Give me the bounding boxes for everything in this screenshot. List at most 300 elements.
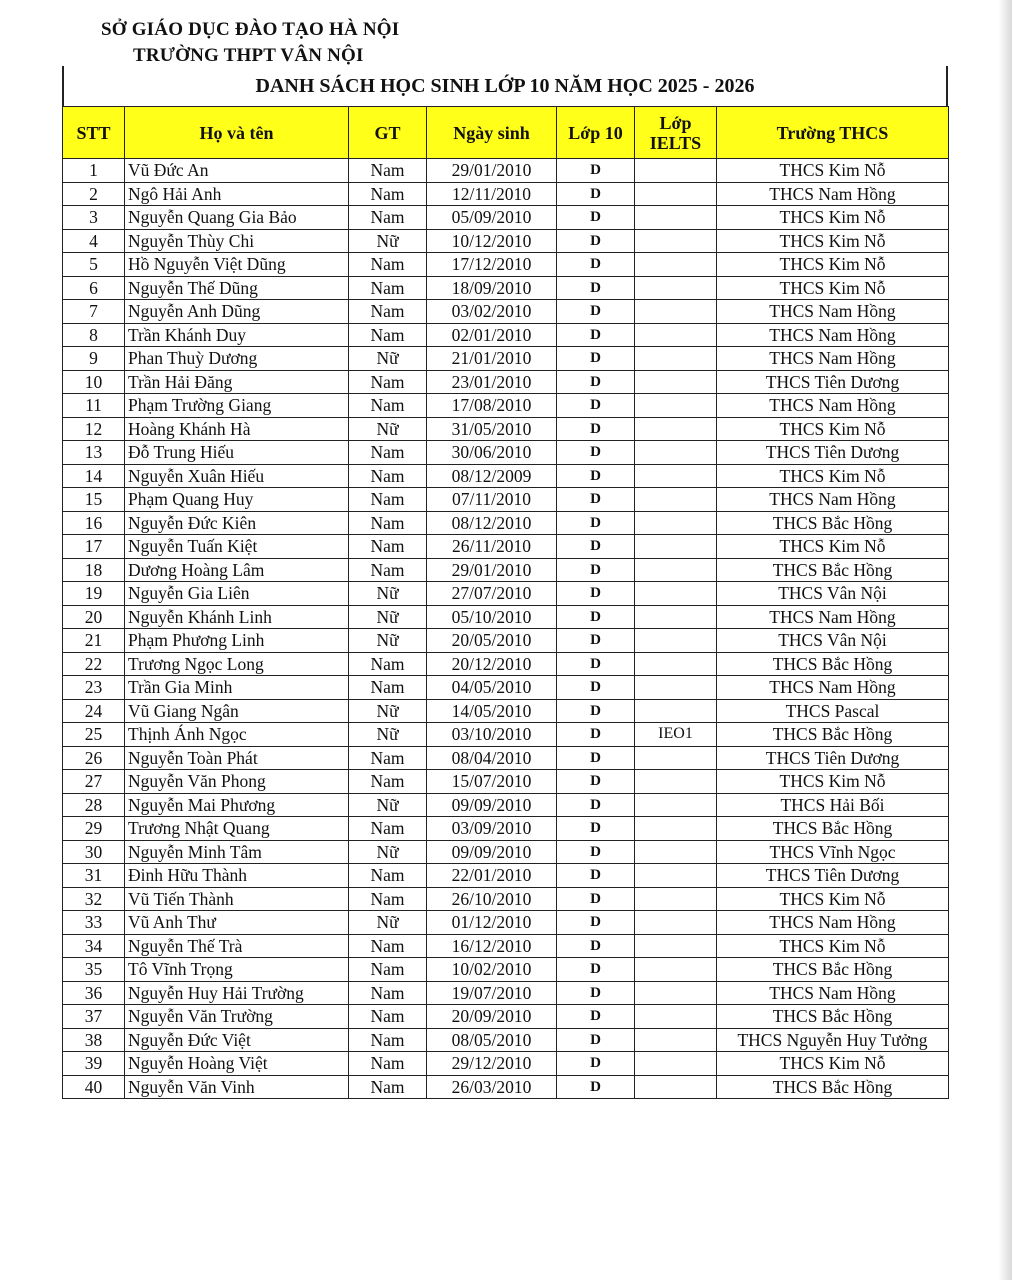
cell-class: D — [557, 417, 635, 441]
page-edge-shadow — [998, 0, 1012, 1280]
cell-stt: 23 — [63, 676, 125, 700]
cell-ielts — [635, 629, 717, 653]
cell-stt: 8 — [63, 323, 125, 347]
ielts-header-line1: Lớp — [659, 112, 692, 133]
cell-ielts — [635, 253, 717, 277]
table-row — [63, 1028, 949, 1052]
cell-name: Nguyễn Quang Gia Bảo — [125, 206, 349, 230]
table-row — [63, 911, 949, 935]
cell-gender: Nữ — [349, 911, 427, 935]
cell-school: THCS Kim Nỗ — [717, 770, 949, 794]
cell-school: THCS Vĩnh Ngọc — [717, 840, 949, 864]
cell-ielts — [635, 182, 717, 206]
cell-name: Đinh Hữu Thành — [125, 864, 349, 888]
cell-ielts — [635, 300, 717, 324]
cell-stt: 25 — [63, 723, 125, 747]
cell-school: THCS Tiên Dương — [717, 746, 949, 770]
cell-class: D — [557, 253, 635, 277]
cell-class: D — [557, 582, 635, 606]
cell-dob: 08/04/2010 — [427, 746, 557, 770]
cell-gender: Nữ — [349, 229, 427, 253]
cell-stt: 27 — [63, 770, 125, 794]
column-header-name: Họ và tên — [125, 107, 349, 159]
cell-stt: 17 — [63, 535, 125, 559]
cell-name: Nguyễn Hoàng Việt — [125, 1052, 349, 1076]
column-header-ielts — [635, 107, 717, 159]
cell-ielts — [635, 676, 717, 700]
cell-dob: 18/09/2010 — [427, 276, 557, 300]
cell-name: Hồ Nguyễn Việt Dũng — [125, 253, 349, 277]
cell-class: D — [557, 958, 635, 982]
cell-class: D — [557, 699, 635, 723]
cell-school: THCS Pascal — [717, 699, 949, 723]
cell-name: Nguyễn Toàn Phát — [125, 746, 349, 770]
column-header-class: Lớp 10 — [557, 107, 635, 159]
student-table — [62, 106, 949, 1099]
table-row — [63, 347, 949, 371]
cell-ielts — [635, 206, 717, 230]
cell-ielts — [635, 488, 717, 512]
cell-ielts — [635, 864, 717, 888]
cell-dob: 19/07/2010 — [427, 981, 557, 1005]
cell-ielts — [635, 1052, 717, 1076]
cell-gender: Nam — [349, 159, 427, 183]
cell-stt: 19 — [63, 582, 125, 606]
cell-dob: 04/05/2010 — [427, 676, 557, 700]
cell-name: Nguyễn Thùy Chi — [125, 229, 349, 253]
cell-gender: Nam — [349, 394, 427, 418]
cell-ielts — [635, 323, 717, 347]
cell-gender: Nam — [349, 182, 427, 206]
cell-ielts — [635, 887, 717, 911]
cell-school: THCS Nam Hồng — [717, 347, 949, 371]
table-row — [63, 159, 949, 183]
cell-class: D — [557, 723, 635, 747]
cell-ielts — [635, 417, 717, 441]
cell-gender: Nam — [349, 488, 427, 512]
cell-dob: 31/05/2010 — [427, 417, 557, 441]
cell-stt: 5 — [63, 253, 125, 277]
cell-stt: 12 — [63, 417, 125, 441]
cell-gender: Nữ — [349, 347, 427, 371]
cell-ielts — [635, 817, 717, 841]
cell-school: THCS Kim Nỗ — [717, 229, 949, 253]
table-row — [63, 300, 949, 324]
cell-name: Trương Ngọc Long — [125, 652, 349, 676]
cell-name: Phạm Quang Huy — [125, 488, 349, 512]
table-row — [63, 323, 949, 347]
cell-dob: 14/05/2010 — [427, 699, 557, 723]
cell-gender: Nam — [349, 864, 427, 888]
cell-name: Phạm Phương Linh — [125, 629, 349, 653]
cell-stt: 36 — [63, 981, 125, 1005]
cell-dob: 20/12/2010 — [427, 652, 557, 676]
table-row — [63, 840, 949, 864]
cell-school: THCS Hải Bối — [717, 793, 949, 817]
cell-stt: 28 — [63, 793, 125, 817]
header-row — [63, 107, 949, 159]
table-row — [63, 417, 949, 441]
cell-ielts — [635, 347, 717, 371]
table-row — [63, 558, 949, 582]
table-row — [63, 958, 949, 982]
table-row — [63, 441, 949, 465]
cell-name: Nguyễn Văn Phong — [125, 770, 349, 794]
cell-stt: 13 — [63, 441, 125, 465]
cell-ielts — [635, 558, 717, 582]
cell-school: THCS Nam Hồng — [717, 488, 949, 512]
cell-dob: 09/09/2010 — [427, 793, 557, 817]
cell-dob: 08/12/2010 — [427, 511, 557, 535]
cell-school: THCS Nam Hồng — [717, 911, 949, 935]
cell-stt: 6 — [63, 276, 125, 300]
cell-school: THCS Vân Nội — [717, 582, 949, 606]
cell-school: THCS Nam Hồng — [717, 605, 949, 629]
table-row — [63, 864, 949, 888]
cell-gender: Nam — [349, 253, 427, 277]
cell-school: THCS Kim Nỗ — [717, 1052, 949, 1076]
cell-stt: 14 — [63, 464, 125, 488]
cell-ielts — [635, 370, 717, 394]
cell-name: Nguyễn Đức Kiên — [125, 511, 349, 535]
cell-school: THCS Nam Hồng — [717, 394, 949, 418]
cell-ielts — [635, 840, 717, 864]
cell-ielts — [635, 911, 717, 935]
cell-stt: 39 — [63, 1052, 125, 1076]
cell-class: D — [557, 1028, 635, 1052]
cell-name: Vũ Tiến Thành — [125, 887, 349, 911]
table-row — [63, 817, 949, 841]
cell-dob: 20/05/2010 — [427, 629, 557, 653]
cell-class: D — [557, 511, 635, 535]
cell-name: Nguyễn Huy Hải Trường — [125, 981, 349, 1005]
table-row — [63, 488, 949, 512]
cell-name: Trần Khánh Duy — [125, 323, 349, 347]
table-row — [63, 535, 949, 559]
cell-name: Vũ Đức An — [125, 159, 349, 183]
cell-stt: 21 — [63, 629, 125, 653]
cell-name: Nguyễn Mai Phương — [125, 793, 349, 817]
cell-school: THCS Kim Nỗ — [717, 276, 949, 300]
cell-class: D — [557, 1052, 635, 1076]
cell-gender: Nam — [349, 887, 427, 911]
table-row — [63, 887, 949, 911]
table-row — [63, 182, 949, 206]
table-row — [63, 699, 949, 723]
cell-stt: 32 — [63, 887, 125, 911]
cell-name: Nguyễn Văn Trường — [125, 1005, 349, 1029]
cell-dob: 23/01/2010 — [427, 370, 557, 394]
cell-stt: 9 — [63, 347, 125, 371]
cell-gender: Nữ — [349, 723, 427, 747]
cell-class: D — [557, 793, 635, 817]
column-header-stt: STT — [63, 107, 125, 159]
cell-gender: Nam — [349, 746, 427, 770]
table-row — [63, 746, 949, 770]
cell-ielts — [635, 652, 717, 676]
cell-dob: 10/02/2010 — [427, 958, 557, 982]
table-row — [63, 934, 949, 958]
cell-name: Dương Hoàng Lâm — [125, 558, 349, 582]
cell-gender: Nam — [349, 558, 427, 582]
table-row — [63, 1075, 949, 1099]
cell-ielts — [635, 1075, 717, 1099]
cell-school: THCS Bắc Hồng — [717, 958, 949, 982]
table-row — [63, 206, 949, 230]
cell-stt: 10 — [63, 370, 125, 394]
cell-class: D — [557, 464, 635, 488]
cell-name: Nguyễn Thế Trà — [125, 934, 349, 958]
cell-name: Nguyễn Tuấn Kiệt — [125, 535, 349, 559]
cell-class: D — [557, 1075, 635, 1099]
cell-ielts — [635, 746, 717, 770]
cell-dob: 16/12/2010 — [427, 934, 557, 958]
cell-school: THCS Kim Nỗ — [717, 253, 949, 277]
table-row — [63, 582, 949, 606]
cell-class: D — [557, 770, 635, 794]
column-header-school: Trường THCS — [717, 107, 949, 159]
cell-name: Vũ Giang Ngân — [125, 699, 349, 723]
cell-gender: Nam — [349, 464, 427, 488]
cell-school: THCS Nam Hồng — [717, 323, 949, 347]
cell-dob: 26/11/2010 — [427, 535, 557, 559]
cell-ielts — [635, 159, 717, 183]
cell-gender: Nam — [349, 441, 427, 465]
cell-gender: Nam — [349, 770, 427, 794]
cell-dob: 08/12/2009 — [427, 464, 557, 488]
cell-name: Trần Hải Đăng — [125, 370, 349, 394]
cell-gender: Nam — [349, 1075, 427, 1099]
cell-class: D — [557, 323, 635, 347]
cell-name: Phạm Trường Giang — [125, 394, 349, 418]
cell-dob: 07/11/2010 — [427, 488, 557, 512]
cell-dob: 26/03/2010 — [427, 1075, 557, 1099]
cell-stt: 35 — [63, 958, 125, 982]
cell-gender: Nam — [349, 511, 427, 535]
cell-ielts — [635, 934, 717, 958]
table-row — [63, 723, 949, 747]
cell-class: D — [557, 229, 635, 253]
cell-class: D — [557, 347, 635, 371]
cell-gender: Nữ — [349, 605, 427, 629]
table-row — [63, 276, 949, 300]
cell-gender: Nữ — [349, 417, 427, 441]
cell-school: THCS Nam Hồng — [717, 182, 949, 206]
cell-name: Trương Nhật Quang — [125, 817, 349, 841]
cell-name: Vũ Anh Thư — [125, 911, 349, 935]
cell-ielts — [635, 770, 717, 794]
cell-gender: Nam — [349, 206, 427, 230]
cell-stt: 18 — [63, 558, 125, 582]
cell-dob: 22/01/2010 — [427, 864, 557, 888]
table-row — [63, 629, 949, 653]
cell-name: Nguyễn Đức Việt — [125, 1028, 349, 1052]
cell-stt: 34 — [63, 934, 125, 958]
table-row — [63, 253, 949, 277]
cell-school: THCS Bắc Hồng — [717, 1005, 949, 1029]
table-row — [63, 229, 949, 253]
cell-school: THCS Nguyễn Huy Tưởng — [717, 1028, 949, 1052]
cell-dob: 03/10/2010 — [427, 723, 557, 747]
cell-class: D — [557, 300, 635, 324]
cell-class: D — [557, 605, 635, 629]
cell-dob: 17/08/2010 — [427, 394, 557, 418]
cell-class: D — [557, 394, 635, 418]
cell-ielts — [635, 441, 717, 465]
table-row — [63, 981, 949, 1005]
cell-school: THCS Nam Hồng — [717, 300, 949, 324]
cell-ielts — [635, 981, 717, 1005]
cell-class: D — [557, 864, 635, 888]
cell-stt: 38 — [63, 1028, 125, 1052]
cell-stt: 22 — [63, 652, 125, 676]
cell-class: D — [557, 535, 635, 559]
cell-ielts — [635, 605, 717, 629]
cell-dob: 27/07/2010 — [427, 582, 557, 606]
department-name: SỞ GIÁO DỤC ĐÀO TẠO HÀ NỘI — [101, 19, 400, 40]
cell-gender: Nam — [349, 652, 427, 676]
cell-ielts — [635, 394, 717, 418]
cell-name: Nguyễn Anh Dũng — [125, 300, 349, 324]
cell-name: Nguyễn Văn Vinh — [125, 1075, 349, 1099]
cell-class: D — [557, 887, 635, 911]
cell-school: THCS Kim Nỗ — [717, 417, 949, 441]
ielts-header-line2: IELTS — [649, 132, 702, 153]
cell-school: THCS Bắc Hồng — [717, 817, 949, 841]
cell-school: THCS Kim Nỗ — [717, 934, 949, 958]
cell-ielts — [635, 958, 717, 982]
table-row — [63, 394, 949, 418]
cell-stt: 33 — [63, 911, 125, 935]
cell-ielts — [635, 699, 717, 723]
column-header-dob: Ngày sinh — [427, 107, 557, 159]
cell-school: THCS Tiên Dương — [717, 370, 949, 394]
table-row — [63, 676, 949, 700]
cell-ielts — [635, 793, 717, 817]
cell-dob: 26/10/2010 — [427, 887, 557, 911]
cell-gender: Nam — [349, 1028, 427, 1052]
cell-class: D — [557, 840, 635, 864]
cell-gender: Nam — [349, 535, 427, 559]
cell-name: Nguyễn Khánh Linh — [125, 605, 349, 629]
cell-school: THCS Kim Nỗ — [717, 206, 949, 230]
cell-class: D — [557, 934, 635, 958]
cell-dob: 08/05/2010 — [427, 1028, 557, 1052]
cell-dob: 05/09/2010 — [427, 206, 557, 230]
cell-dob: 20/09/2010 — [427, 1005, 557, 1029]
cell-stt: 16 — [63, 511, 125, 535]
cell-stt: 40 — [63, 1075, 125, 1099]
cell-gender: Nam — [349, 1052, 427, 1076]
cell-gender: Nam — [349, 323, 427, 347]
cell-school: THCS Kim Nỗ — [717, 159, 949, 183]
table-row — [63, 793, 949, 817]
cell-gender: Nam — [349, 981, 427, 1005]
cell-gender: Nam — [349, 300, 427, 324]
column-header-gender: GT — [349, 107, 427, 159]
cell-dob: 02/01/2010 — [427, 323, 557, 347]
cell-school: THCS Kim Nỗ — [717, 535, 949, 559]
cell-ielts — [635, 511, 717, 535]
cell-school: THCS Bắc Hồng — [717, 652, 949, 676]
cell-dob: 21/01/2010 — [427, 347, 557, 371]
cell-gender: Nam — [349, 817, 427, 841]
cell-stt: 7 — [63, 300, 125, 324]
cell-class: D — [557, 676, 635, 700]
cell-gender: Nam — [349, 958, 427, 982]
cell-gender: Nữ — [349, 699, 427, 723]
cell-school: THCS Nam Hồng — [717, 981, 949, 1005]
cell-dob: 15/07/2010 — [427, 770, 557, 794]
cell-class: D — [557, 159, 635, 183]
table-body — [63, 159, 949, 1099]
cell-stt: 37 — [63, 1005, 125, 1029]
cell-dob: 03/02/2010 — [427, 300, 557, 324]
cell-dob: 09/09/2010 — [427, 840, 557, 864]
cell-dob: 10/12/2010 — [427, 229, 557, 253]
school-name: TRƯỜNG THPT VÂN NỘI — [133, 45, 364, 66]
cell-ielts — [635, 276, 717, 300]
table-header — [63, 107, 949, 159]
cell-dob: 29/01/2010 — [427, 159, 557, 183]
cell-name: Nguyễn Xuân Hiếu — [125, 464, 349, 488]
cell-school: THCS Bắc Hồng — [717, 723, 949, 747]
cell-dob: 29/12/2010 — [427, 1052, 557, 1076]
cell-class: D — [557, 629, 635, 653]
cell-stt: 15 — [63, 488, 125, 512]
cell-name: Nguyễn Gia Liên — [125, 582, 349, 606]
cell-dob: 05/10/2010 — [427, 605, 557, 629]
cell-gender: Nữ — [349, 793, 427, 817]
cell-ielts — [635, 229, 717, 253]
cell-dob: 01/12/2010 — [427, 911, 557, 935]
cell-stt: 29 — [63, 817, 125, 841]
cell-class: D — [557, 441, 635, 465]
cell-dob: 12/11/2010 — [427, 182, 557, 206]
cell-name: Tô Vĩnh Trọng — [125, 958, 349, 982]
table-row — [63, 464, 949, 488]
cell-name: Phan Thuỳ Dương — [125, 347, 349, 371]
cell-school: THCS Kim Nỗ — [717, 887, 949, 911]
cell-gender: Nam — [349, 934, 427, 958]
cell-name: Thịnh Ánh Ngọc — [125, 723, 349, 747]
cell-stt: 1 — [63, 159, 125, 183]
cell-stt: 2 — [63, 182, 125, 206]
cell-class: D — [557, 206, 635, 230]
cell-gender: Nữ — [349, 840, 427, 864]
cell-name: Ngô Hải Anh — [125, 182, 349, 206]
table-row — [63, 770, 949, 794]
cell-class: D — [557, 488, 635, 512]
cell-stt: 11 — [63, 394, 125, 418]
cell-class: D — [557, 182, 635, 206]
cell-name: Trần Gia Minh — [125, 676, 349, 700]
cell-dob: 03/09/2010 — [427, 817, 557, 841]
cell-stt: 31 — [63, 864, 125, 888]
cell-ielts — [635, 1028, 717, 1052]
table-row — [63, 511, 949, 535]
cell-school: THCS Bắc Hồng — [717, 511, 949, 535]
cell-class: D — [557, 558, 635, 582]
cell-class: D — [557, 911, 635, 935]
table-row — [63, 605, 949, 629]
table-row — [63, 652, 949, 676]
cell-school: THCS Bắc Hồng — [717, 1075, 949, 1099]
cell-class: D — [557, 276, 635, 300]
cell-class: D — [557, 1005, 635, 1029]
cell-name: Hoàng Khánh Hà — [125, 417, 349, 441]
cell-gender: Nữ — [349, 629, 427, 653]
